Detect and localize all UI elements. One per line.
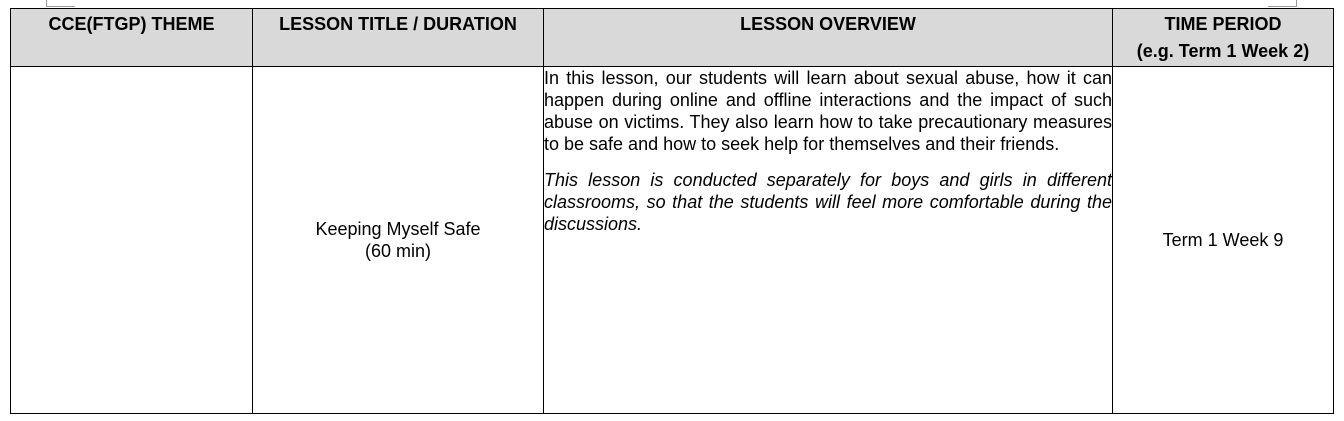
header-lesson-overview: LESSON OVERVIEW — [544, 9, 1113, 67]
header-time-period-example: (e.g. Term 1 Week 2) — [1136, 41, 1310, 61]
header-theme: CCE(FTGP) THEME — [11, 9, 253, 67]
header-lesson-title-duration: LESSON TITLE / DURATION — [253, 9, 544, 67]
lesson-title: Keeping Myself Safe — [315, 219, 481, 239]
header-time-period — [1113, 9, 1334, 67]
cell-lesson-title — [253, 67, 544, 414]
table-row — [11, 67, 1334, 414]
lesson-duration: (60 min) — [364, 241, 431, 261]
overview-paragraph: In this lesson, our students will learn about sexual abuse, how it can happen during online and offline interactions and the impact of such abuse on victims. They also learn how to take precautionary measures to be safe and how to seek help for themselves and their friends. — [544, 68, 1112, 154]
lesson-plan-table — [10, 8, 1334, 414]
cell-theme — [11, 67, 253, 414]
page-corner-mark-left — [46, 0, 75, 7]
overview-note: This lesson is conducted separately for boys and girls in different classrooms, so that the students will feel more comfortable during the discussions. — [544, 170, 1112, 234]
header-row — [11, 9, 1334, 67]
header-time-period-label: TIME PERIOD — [1164, 14, 1282, 34]
cell-lesson-overview — [544, 67, 1113, 414]
page-corner-mark-right — [1268, 0, 1297, 7]
cell-time-period: Term 1 Week 9 — [1113, 67, 1334, 414]
